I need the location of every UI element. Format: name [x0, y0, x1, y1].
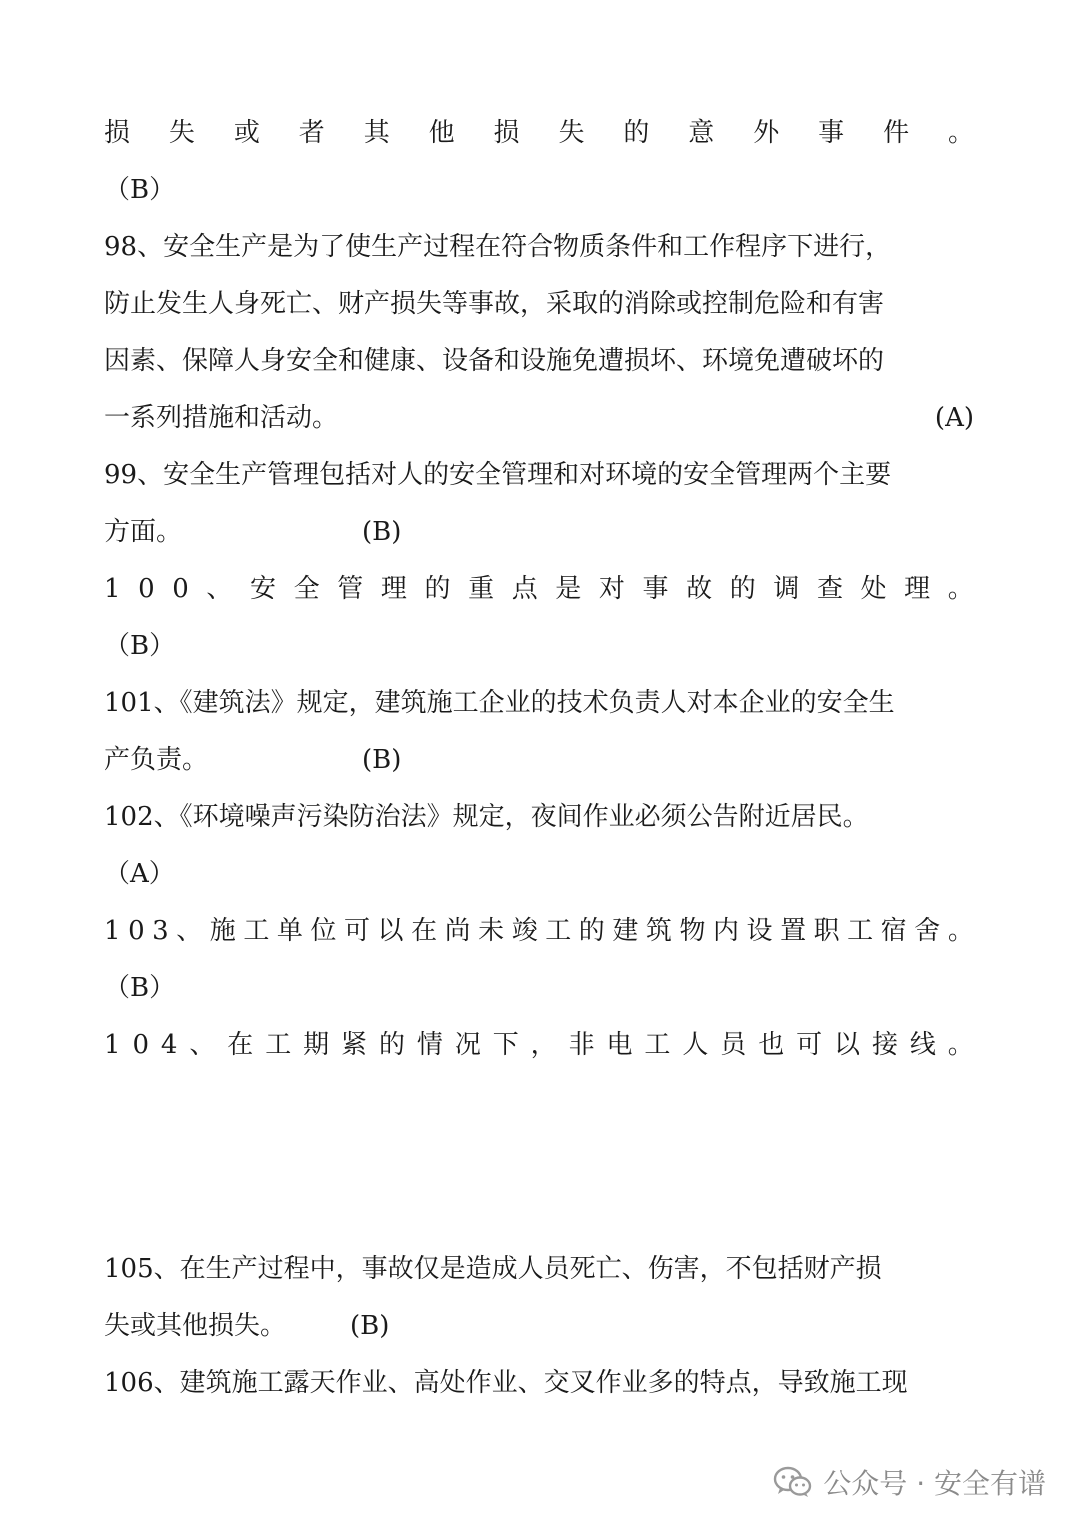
- glyph: 工: [644, 1030, 671, 1060]
- glyph: 其: [363, 118, 390, 148]
- glyph: 未: [478, 916, 505, 946]
- question-101-line-1: 101、《建筑法》规定，建筑施工企业的技术负责人对本企业的安全生: [104, 688, 895, 718]
- question-101-answer: (B): [362, 745, 402, 775]
- answer-line: （B）: [104, 175, 176, 205]
- question-99-text: 方面。: [104, 517, 183, 547]
- question-98-line-1: 98、安全生产是为了使生产过程在符合物质条件和工作程序下进行，: [104, 232, 892, 262]
- glyph: 0: [132, 1030, 149, 1060]
- glyph: 尚: [444, 916, 471, 946]
- glyph: 工: [243, 916, 270, 946]
- question-98-line-2: 防止发生人身死亡、财产损失等事故，采取的消除或控制危险和有害: [104, 289, 885, 319]
- glyph: 的: [424, 574, 451, 604]
- glyph: 。: [947, 1030, 974, 1060]
- glyph: 竣: [511, 916, 538, 946]
- glyph: 以: [377, 916, 404, 946]
- glyph: 理: [380, 574, 407, 604]
- glyph: 安: [250, 574, 277, 604]
- justified-text: [104, 116, 974, 150]
- watermark-text: 公众号 · 安全有谱: [823, 1467, 1046, 1500]
- glyph: 失: [168, 118, 195, 148]
- glyph: 。: [947, 916, 974, 946]
- glyph: ，: [530, 1030, 557, 1060]
- question-99-line-2: [104, 515, 974, 549]
- glyph: 。: [947, 118, 974, 148]
- glyph: 工: [545, 916, 572, 946]
- question-103-answer: （B）: [104, 973, 176, 1003]
- text-line-1: [104, 116, 974, 150]
- glyph: 外: [753, 118, 780, 148]
- glyph: 3: [152, 916, 169, 946]
- glyph: 对: [598, 574, 625, 604]
- glyph: 置: [780, 916, 807, 946]
- glyph: 内: [712, 916, 739, 946]
- glyph: 0: [128, 916, 145, 946]
- glyph: 情: [416, 1030, 443, 1060]
- glyph: 人: [682, 1030, 709, 1060]
- glyph: 物: [679, 916, 706, 946]
- question-105-answer: (B): [350, 1311, 390, 1341]
- question-98-line-4: [104, 401, 974, 435]
- glyph: 也: [758, 1030, 785, 1060]
- question-100-line: [104, 572, 974, 606]
- glyph: 位: [310, 916, 337, 946]
- glyph: 在: [411, 916, 438, 946]
- glyph: 件: [883, 118, 910, 148]
- glyph: 他: [428, 118, 455, 148]
- glyph: 员: [720, 1030, 747, 1060]
- glyph: 是: [555, 574, 582, 604]
- glyph: 的: [623, 118, 650, 148]
- glyph: 者: [298, 118, 325, 148]
- glyph: 调: [773, 574, 800, 604]
- glyph: 损: [493, 118, 520, 148]
- glyph: 线: [909, 1030, 936, 1060]
- glyph: 事: [818, 118, 845, 148]
- wechat-icon: [773, 1465, 813, 1499]
- question-105-text: 失或其他损失。: [104, 1311, 287, 1341]
- question-98-text: 一系列措施和活动。: [104, 403, 339, 433]
- glyph: 1: [104, 916, 121, 946]
- question-99-answer: (B): [362, 517, 402, 547]
- glyph: 筑: [645, 916, 672, 946]
- glyph: 1: [104, 1030, 121, 1060]
- glyph: 重: [468, 574, 495, 604]
- glyph: 设: [746, 916, 773, 946]
- glyph: 意: [688, 118, 715, 148]
- glyph: 非: [568, 1030, 595, 1060]
- glyph: 下: [492, 1030, 519, 1060]
- question-98-answer: (A): [934, 403, 974, 433]
- glyph: 的: [578, 916, 605, 946]
- question-105-line-2: [104, 1309, 974, 1343]
- glyph: 单: [276, 916, 303, 946]
- glyph: 况: [454, 1030, 481, 1060]
- glyph: 失: [558, 118, 585, 148]
- glyph: 损: [104, 118, 131, 148]
- question-100-answer: （B）: [104, 631, 176, 661]
- question-101-line-2: [104, 743, 974, 777]
- glyph: 可: [343, 916, 370, 946]
- justified-text: [104, 572, 974, 606]
- question-98-line-3: 因素、保障人身安全和健康、设备和设施免遭损坏、环境免遭破坏的: [104, 346, 885, 376]
- glyph: 。: [947, 574, 974, 604]
- glyph: 查: [816, 574, 843, 604]
- glyph: 1: [104, 574, 121, 604]
- glyph: 宿: [880, 916, 907, 946]
- glyph: 紧: [341, 1030, 368, 1060]
- question-99-line-1: 99、安全生产管理包括对人的安全管理和对环境的安全管理两个主要: [104, 460, 892, 490]
- glyph: 、: [176, 916, 203, 946]
- glyph: 的: [729, 574, 756, 604]
- question-103-line: [104, 914, 974, 948]
- justified-text: [104, 914, 974, 948]
- glyph: 以: [834, 1030, 861, 1060]
- glyph: 建: [612, 916, 639, 946]
- glyph: 、: [206, 574, 233, 604]
- glyph: 4: [160, 1030, 178, 1060]
- glyph: 故: [686, 574, 713, 604]
- glyph: 点: [511, 574, 538, 604]
- wechat-watermark: [773, 1462, 1046, 1502]
- glyph: 、: [189, 1030, 216, 1060]
- question-104-line: [104, 1028, 974, 1062]
- glyph: 或: [233, 118, 260, 148]
- glyph: 工: [265, 1030, 292, 1060]
- glyph: 的: [378, 1030, 405, 1060]
- question-101-text: 产负责。: [104, 745, 209, 775]
- glyph: 在: [227, 1030, 254, 1060]
- glyph: 处: [860, 574, 887, 604]
- glyph: 职: [813, 916, 840, 946]
- glyph: 0: [172, 574, 189, 604]
- glyph: 0: [138, 574, 155, 604]
- glyph: 工: [847, 916, 874, 946]
- justified-text: [104, 1028, 974, 1062]
- glyph: 舍: [914, 916, 941, 946]
- glyph: 接: [871, 1030, 898, 1060]
- glyph: 全: [293, 574, 320, 604]
- glyph: 期: [303, 1030, 330, 1060]
- glyph: 施: [209, 916, 236, 946]
- glyph: 管: [337, 574, 364, 604]
- glyph: 可: [796, 1030, 823, 1060]
- question-106-line-1: 106、建筑施工露天作业、高处作业、交叉作业多的特点，导致施工现: [104, 1368, 908, 1398]
- question-102-line: 102、《环境噪声污染防治法》规定，夜间作业必须公告附近居民。: [104, 802, 869, 832]
- glyph: 事: [642, 574, 669, 604]
- question-105-line-1: 105、在生产过程中，事故仅是造成人员死亡、伤害，不包括财产损: [104, 1254, 882, 1284]
- glyph: 电: [606, 1030, 633, 1060]
- question-102-answer: （A）: [104, 859, 175, 889]
- glyph: 理: [904, 574, 931, 604]
